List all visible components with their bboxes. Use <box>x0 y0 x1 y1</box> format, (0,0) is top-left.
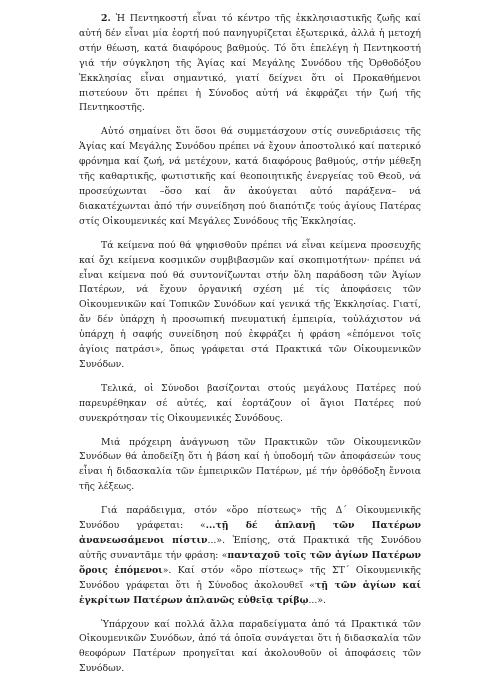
paragraph-text-segment: Γιά παράδειγμα, στόν «ὅρο πίστεως» τῆς Δ΄ Οἰκουμενικῆς Συνόδου γράφεται: « <box>79 505 421 532</box>
paragraph-text: Αὐτό σημαίνει ὅτι ὅσοι θά συμμετάσχουν στίς συνεδριάσεις τῆς Ἁγίας καί Μεγάλης Συνόδου πρέπει νά ἔχουν ἀποστολικό καί πατερικό φρόνημα καί ζωή, νά μετέχουν, κατά διαφόρους βαθμούς, στήν μέθεξη τῆς καθαρτικῆς, φωτιστικῆς καί θεοποιητικῆς ἐνεργείας τοῦ Θεοῦ, νά προσεύχωνται –ὅσο καί ἄν ἀκούγεται αὐτό παράξενα– νά διακατέχωνται ἀπό τήν συνείδηση πού διαπότιζε τούς ἁγίους Πατέρας στίς Οἰκουμενικές καί Μεγάλες Συνόδους τῆς Ἐκκλησίας. <box>79 126 421 227</box>
quotation-bold: τῇ τῶν ἁγίων καί ἐγκρίτων Πατέρων ἀπλανῶς εὐθεῖᾳ τρίβῳ <box>79 579 421 606</box>
paragraph-text-segment: ...». Ἐπίσης, στά Πρακτικά τῆς Συνόδου αὐτῆς συναντᾶμε τήν φράση: « <box>79 535 421 561</box>
paragraph-number: 2. <box>101 13 111 24</box>
paragraph-text: Τελικά, οἱ Σύνοδοι βασίζονται στούς μεγάλους Πατέρες πού παρευρέθηκαν σέ αὐτές, καί ἑορτάζουν οἱ ἅγιοι Πατέρες πού συνεκρότησαν τίς Οἰκουμενικές Συνόδους. <box>79 382 421 424</box>
paragraph-1 <box>79 12 421 116</box>
paragraph-text: Μιά πρόχειρη ἀνάγνωση τῶν Πρακτικῶν τῶν Οἰκουμενικῶν Συνόδων θά ἀποδείξη ὅτι ἡ βάση καί ἡ ὑποδομή τῶν ἀποφάσεών τους εἶναι ἡ διδασκαλία τῶν ἐμπειρικῶν Πατέρων, μέ τήν ὀρθόδοξη ἔννοια τῆς λέξεως. <box>79 436 421 493</box>
quotation-bold: πανταχοῦ τοῖς τῶν ἁγίων Πατέρων ὅροις ἑπόμενοι <box>79 549 422 576</box>
paragraph-5 <box>79 436 421 496</box>
paragraph-4 <box>79 382 421 427</box>
paragraph-2 <box>79 125 421 229</box>
body-text <box>79 12 421 686</box>
paragraph-text: Ὑπάρχουν καί πολλά ἄλλα παραδείγματα ἀπό τά Πρακτικά τῶν Οἰκουμενικῶν Συνόδων, ἀπό τά ὁποῖα συνάγεται ὅτι ἡ διδασκαλία τῶν θεοφόρων Πατέρων προηγεῖται καί ἀκολουθοῦν οἱ ἀποφάσεις τῶν Συνόδων. <box>79 618 421 675</box>
paragraph-text: Ἡ Πεντηκοστή εἶναι τό κέντρο τῆς ἐκκλησιαστικῆς ζωῆς καί αὐτή δέν εἶναι μία ἑορτή πού πανηγυρίζεται ἐξωτερικά, ἀλλά ἡ μετοχή στήν θέωση, κατά διαφόρους βαθμούς. Τό ὅτι ἐπελέγη ἡ Πεντηκοστή γιά τήν σύγκληση τῆς Ἁγίας καί Μεγάλης Συνόδου τῆς Ὀρθοδόξου Ἐκκλησίας εἶναι σημαντικό, γιατί δείχνει ὅτι οἱ Προκαθήμενοι πιστεύουν ὅτι πρέπει ἡ Σύνοδος αὐτή νά ἐκφράζει τήν ζωή τῆς Πεντηκοστῆς. <box>79 13 421 114</box>
paragraph-text: Τά κείμενα πού θά ψηφισθοῦν πρέπει νά εἶναι κείμενα προσευχῆς καί ὄχι κείμενα κοσμικῶν συμβιβασμῶν καί σκοπιμοτήτων· πρέπει νά εἶναι κείμενα πού θά συντονίζωνται στήν ὅλη παράδοση τῶν Ἁγίων Πατέρων, νά ἔχουν ὀργανική σχέση μέ τίς ἀποφάσεις τῶν Οἰκουμενικῶν καί Τοπικῶν Συνόδων καί γενικά τῆς Ἐκκλησίας. Γιατί, ἄν δέν ὑπάρχη ἡ προσωπική πνευματική ἐμπειρία, τοὐλάχιστον νά ὑπάρχη ἡ σαφής συνείδηση πού ἐκφράζει ἡ φράση «ἑπόμενοι τοῖς ἁγίοις πατράσι», ὅπως γράφεται στά Πρακτικά τῶν Οἰκουμενικῶν Συνόδων. <box>79 239 421 370</box>
paragraph-6 <box>79 504 421 608</box>
quotation-bold: ...τῇ δέ ἁπλανῇ τῶν Πατέρων ἀνανεωσάμενοι πίστιν <box>79 520 421 546</box>
paragraph-text-segment: ». Καί στόν «ὅρο πίστεως» τῆς ΣΤ΄ Οἰκουμενικῆς Συνόδου γράφεται ὅτι ἡ Σύνοδος ἀκολουθεῖ « <box>79 564 421 591</box>
paragraph-text-segment: ...». <box>308 594 326 606</box>
paragraph-3 <box>79 239 421 373</box>
paragraph-7 <box>79 618 421 678</box>
